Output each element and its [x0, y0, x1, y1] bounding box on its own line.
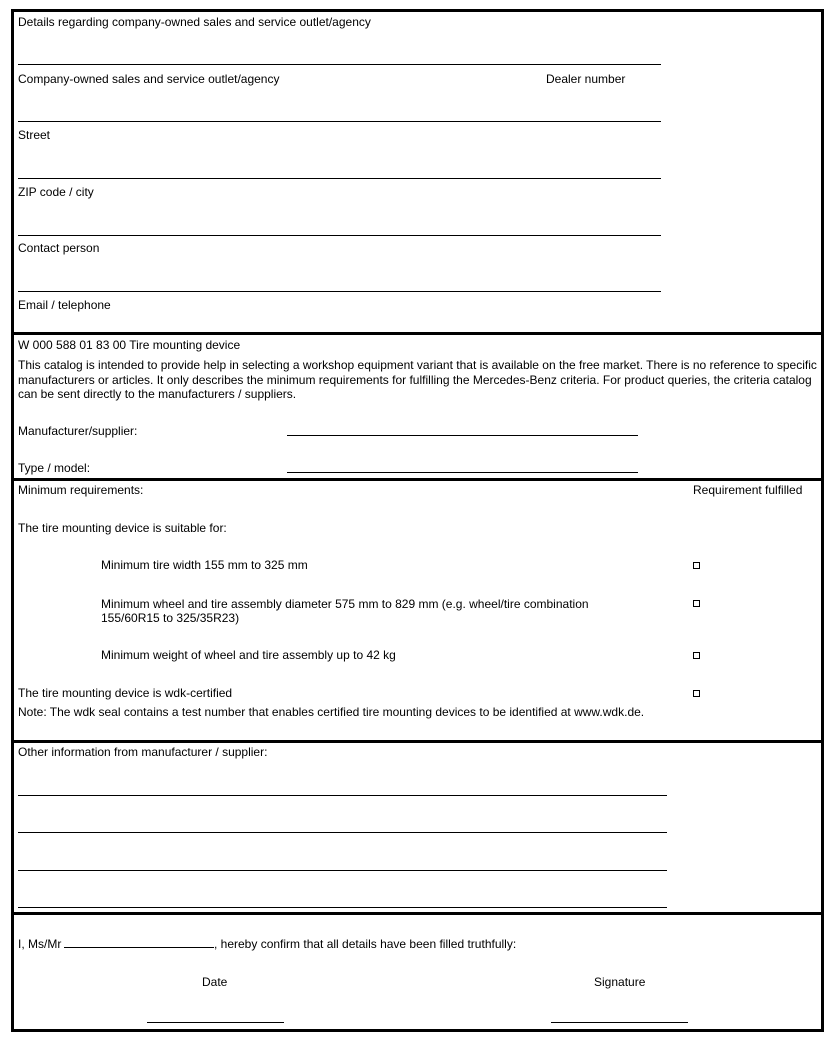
- dealer-number-label: Dealer number: [546, 72, 626, 86]
- device-title: W 000 588 01 83 00 Tire mounting device: [18, 338, 241, 352]
- contact-person-line[interactable]: [18, 235, 661, 236]
- other-info-heading: Other information from manufacturer / supplier:: [18, 745, 268, 759]
- wdk-checkbox[interactable]: [693, 690, 700, 697]
- street-label: Street: [18, 128, 51, 142]
- email-phone-line[interactable]: [18, 291, 661, 292]
- dealer-section-heading: Details regarding company-owned sales and service outlet/agency: [18, 15, 371, 29]
- name-line[interactable]: [64, 947, 214, 948]
- section-divider: [11, 332, 824, 335]
- suitable-intro: The tire mounting device is suitable for:: [18, 521, 227, 535]
- device-description: This catalog is intended to provide help in selecting a workshop equipment variant that is available on the free market. There is no reference to specific manufacturers or articles. It only describes the minimum requirements for fulfilling the Mercedes-Benz criteria. For product queries, the criteria catalog can be sent directly to the manufacturers / suppliers.: [18, 358, 817, 401]
- signature-line[interactable]: [551, 1022, 688, 1023]
- wdk-note: Note: The wdk seal contains a test number that enables certified tire mounting devices to be identified at www.wdk.de.: [18, 705, 645, 719]
- confirmation-suffix: , hereby confirm that all details have been filled truthfully:: [214, 937, 517, 951]
- section-divider: [11, 912, 824, 915]
- outlet-label: Company-owned sales and service outlet/agency: [18, 72, 280, 86]
- manufacturer-label: Manufacturer/supplier:: [18, 424, 138, 438]
- email-phone-label: Email / telephone: [18, 298, 111, 312]
- requirements-heading: Minimum requirements:: [18, 483, 144, 497]
- section-divider: [11, 478, 824, 481]
- wdk-label: The tire mounting device is wdk-certified: [18, 686, 233, 700]
- requirement-checkbox[interactable]: [693, 600, 700, 607]
- manufacturer-line[interactable]: [287, 435, 638, 436]
- contact-person-label: Contact person: [18, 241, 100, 255]
- date-line[interactable]: [147, 1022, 284, 1023]
- fulfilled-heading: Requirement fulfilled: [693, 483, 803, 497]
- requirement-checkbox[interactable]: [693, 562, 700, 569]
- zip-city-line[interactable]: [18, 178, 661, 179]
- requirement-item: Minimum weight of wheel and tire assembly up to 42 kg: [101, 648, 396, 662]
- other-info-line[interactable]: [18, 795, 667, 796]
- type-model-line[interactable]: [287, 472, 638, 473]
- confirmation-prefix: I, Ms/Mr: [18, 937, 62, 951]
- other-info-line[interactable]: [18, 870, 667, 871]
- requirement-item: Minimum tire width 155 mm to 325 mm: [101, 558, 308, 572]
- type-model-label: Type / model:: [18, 461, 91, 475]
- street-line[interactable]: [18, 121, 661, 122]
- other-info-line[interactable]: [18, 907, 667, 908]
- requirement-item: Minimum wheel and tire assembly diameter 575 mm to 829 mm (e.g. wheel/tire combination 155/60R15 to 325/35R23): [101, 597, 589, 625]
- zip-city-label: ZIP code / city: [18, 185, 94, 199]
- date-label: Date: [202, 975, 228, 989]
- signature-label: Signature: [594, 975, 646, 989]
- other-info-line[interactable]: [18, 832, 667, 833]
- section-divider: [11, 740, 824, 743]
- outlet-line[interactable]: [18, 64, 661, 65]
- requirement-checkbox[interactable]: [693, 652, 700, 659]
